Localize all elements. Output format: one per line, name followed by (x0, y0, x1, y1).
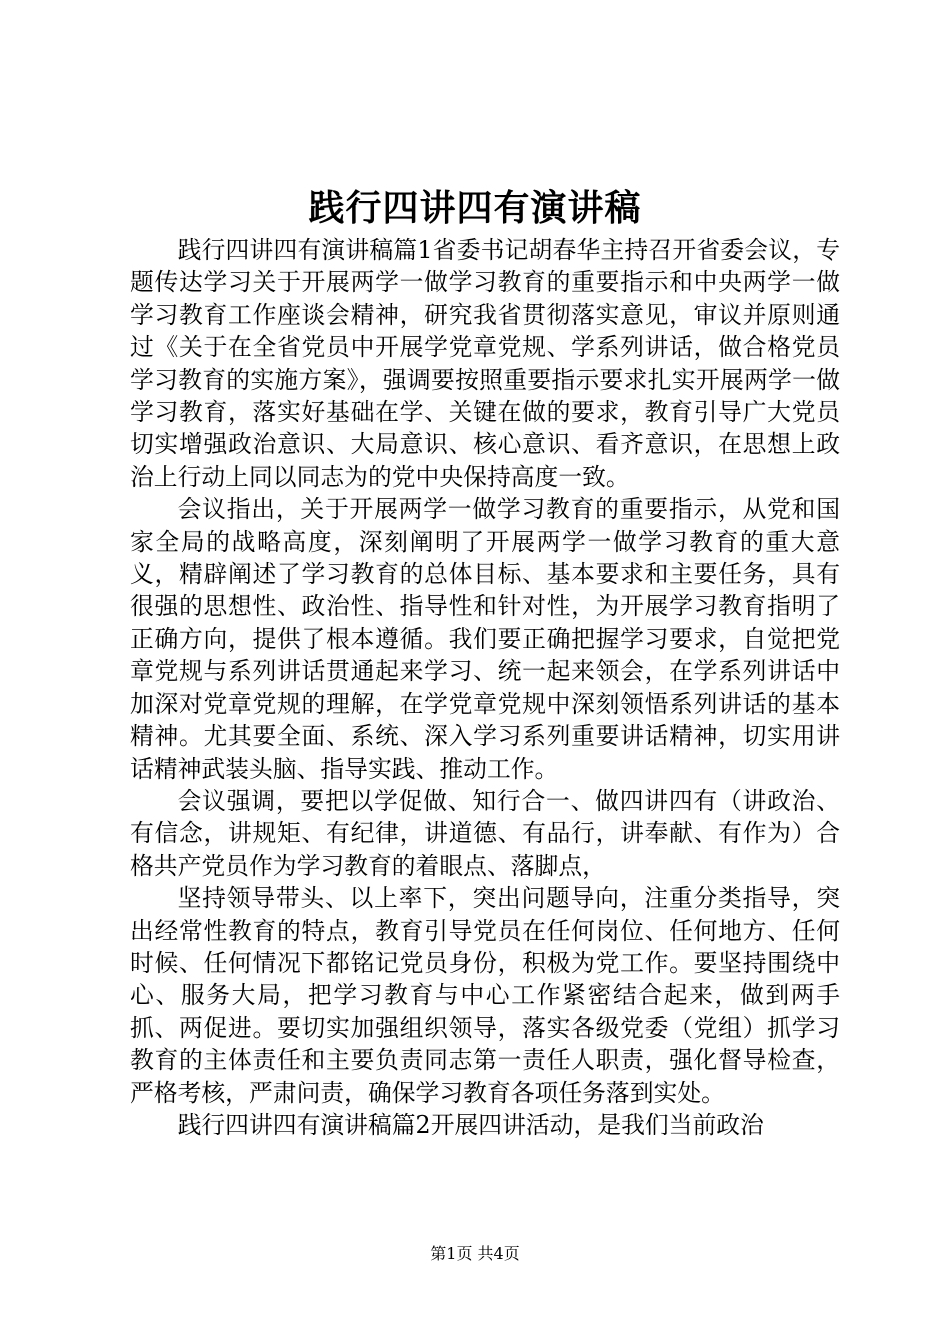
paragraph: 践行四讲四有演讲稿篇2开展四讲活动，是我们当前政治 (177, 1110, 764, 1139)
paragraph: 践行四讲四有演讲稿篇1省委书记胡春华主持召开省委会议，专题传达学习关于开展两学一做学习教育的重要指示和中央两学一做学习教育工作座谈会精神，研究我省贯彻落实意见，审议并原则通过《关于在全省党员中开展学党章党规、学系列讲话，做合格党员学习教育的实施方案》，强调要按照重要指示要求扎实开展两学一做学习教育，落实好基础在学、关键在做的要求，教育引导广大党员切实增强政治意识、大局意识、核心意识、看齐意识，在思想上政治上行动上同以同志为的党中央保持高度一致。 (130, 236, 840, 491)
paragraph: 会议强调，要把以学促做、知行合一、做四讲四有（讲政治、有信念，讲规矩、有纪律，讲道德、有品行，讲奉献、有作为）合格共产党员作为学习教育的着眼点、落脚点， (130, 786, 840, 880)
paragraph: 坚持领导带头、以上率下，突出问题导向，注重分类指导，突出经常性教育的特点，教育引导党员在任何岗位、任何地方、任何时候、任何情况下都铭记党员身份，积极为党工作。要坚持围绕中心、服务大局，把学习教育与中心工作紧密结合起来，做到两手抓、两促进。要切实加强组织领导，落实各级党委（党组）抓学习教育的主体责任和主要负责同志第一责任人职责，强化督导检查，严格考核，严肃问责，确保学习教育各项任务落到实处。 (130, 884, 840, 1107)
document-body (130, 234, 840, 1141)
page-footer: 第1页 共4页 (430, 1244, 520, 1263)
paragraph: 会议指出，关于开展两学一做学习教育的重要指示，从党和国家全局的战略高度，深刻阐明了开展两学一做学习教育的重大意义，精辟阐述了学习教育的总体目标、基本要求和主要任务，具有很强的思想性、政治性、指导性和针对性，为开展学习教育指明了正确方向，提供了根本遵循。我们要正确把握学习要求，自觉把党章党规与系列讲话贯通起来学习、统一起来领会，在学系列讲话中加深对党章党规的理解，在学党章党规中深刻领悟系列讲话的基本精神。尤其要全面、系统、深入学习系列重要讲话精神，切实用讲话精神武装头脑、指导实践、推动工作。 (130, 495, 840, 783)
document-title: 践行四讲四有演讲稿 (308, 187, 642, 229)
